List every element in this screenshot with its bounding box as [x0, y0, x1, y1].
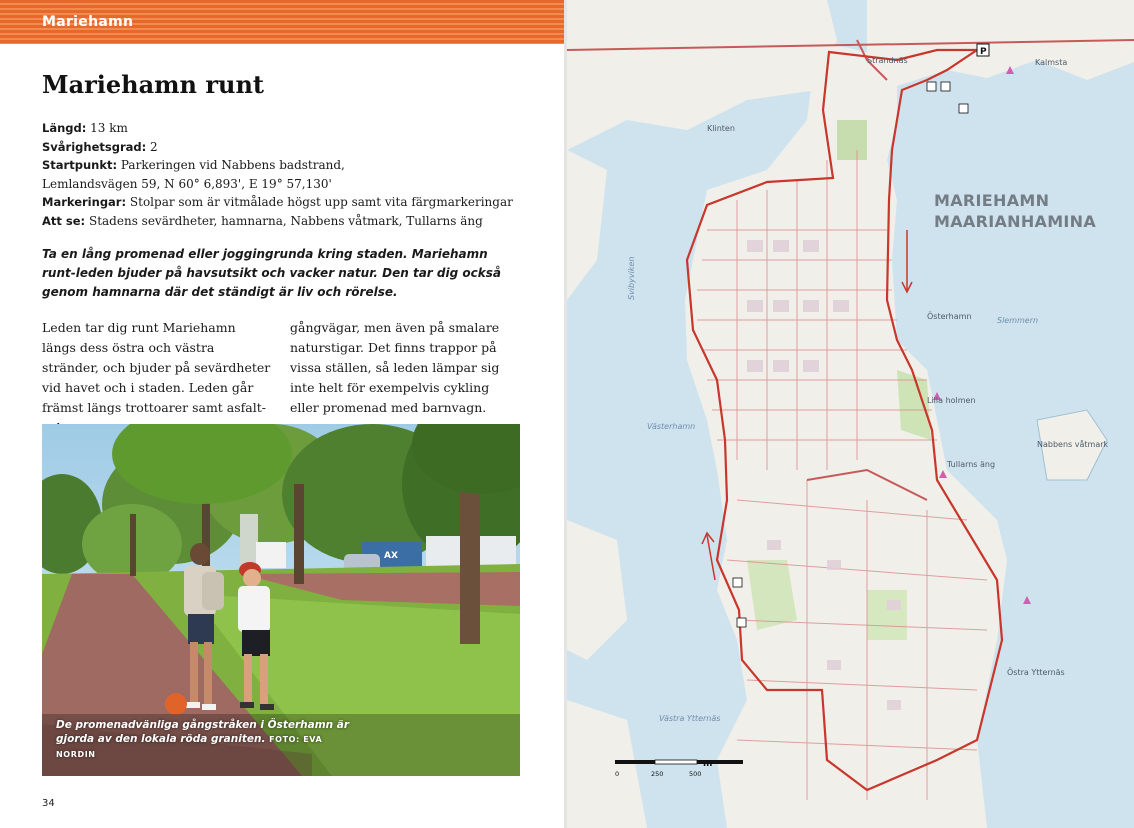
- body-column-2: gångvägar, men även på smalare naturstigar. Det finns trappor på vissa ställen, så leden lämpar sig inte helt för exempelvis cykling eller promenad med barnvagn.: [290, 320, 500, 415]
- map-label-vasterhamn: Västerhamn: [647, 422, 696, 431]
- fact-start: [42, 156, 522, 175]
- map-label-osterhamn: Österhamn: [927, 312, 972, 321]
- page-title: Mariehamn runt: [42, 70, 264, 99]
- map-label-kalmsta: Kalmsta: [1035, 58, 1068, 67]
- fact-sights-key: Att se:: [42, 213, 86, 228]
- scale-bar: [615, 758, 755, 780]
- map-label-lilla-holmen: Lilla holmen: [927, 396, 976, 405]
- fact-length: [42, 119, 522, 138]
- map-label-slemmern: Slemmern: [997, 316, 1039, 325]
- fact-start-line-2: [42, 175, 522, 194]
- fact-start-key: Startpunkt:: [42, 158, 118, 172]
- scale-unit: m: [703, 759, 713, 769]
- map-title: [934, 190, 1096, 232]
- map-label-nabbens: Nabbens våtmark: [1037, 440, 1109, 449]
- scale-tick-500: 500: [689, 770, 702, 778]
- map-label-svibyviken: Svibyviken: [627, 256, 636, 300]
- intro-paragraph: Ta en lång promenad eller joggingrunda kring staden. Mariehamn runt-leden bjuder på havsutsikt och vacker natur. Den tar dig också genom hamnarna där det ständigt är liv och rörelse.: [42, 247, 501, 299]
- parking-symbol: P: [980, 47, 987, 57]
- map-label-tullarn: Tullarns äng: [947, 460, 996, 469]
- scale-tick-250: 250: [651, 770, 664, 778]
- fact-difficulty: [42, 138, 522, 157]
- photo-sign-text: AX: [384, 551, 398, 561]
- map-label-ostra-ytternas: Östra Ytternäs: [1007, 668, 1065, 677]
- map-label-klinten: Klinten: [707, 124, 735, 133]
- page-number: 34: [42, 798, 55, 809]
- walkway-photo: [42, 424, 520, 776]
- chapter-label: Mariehamn: [42, 14, 134, 30]
- fact-start-value-1: Parkeringen vid Nabbens badstrand,: [120, 158, 345, 172]
- photo-credit: FOTO: EVA NORDIN: [56, 735, 323, 759]
- fact-length-value: 13 km: [90, 121, 128, 135]
- football: [165, 693, 187, 715]
- map-label-strandnas: Strandnäs: [867, 56, 908, 65]
- fact-markings-key: Markeringar:: [42, 195, 127, 209]
- photo-caption: [56, 718, 356, 762]
- map-title-line-2: MAARIANHAMINA: [934, 212, 1097, 231]
- scale-tick-0: 0: [615, 770, 620, 778]
- fact-difficulty-key: Svårighetsgrad:: [42, 139, 147, 154]
- map-illustration: [567, 0, 1134, 828]
- fact-markings-value: Stolpar som är vitmålade högst upp samt vita färgmarkeringar: [129, 195, 513, 209]
- left-page: [0, 0, 564, 828]
- body-column-1: Leden tar dig runt Mariehamn längs dess östra och västra stränder, och bjuder på sevärdheter vid havet och i staden. Leden går främst längs trottoarer samt asfalt-: [42, 320, 271, 415]
- route-map: [567, 0, 1134, 828]
- fact-sights: [42, 212, 522, 231]
- chapter-header-band: [0, 0, 564, 44]
- fact-start-value-2: Lemlandsvägen 59, N 60° 6,893', E 19° 57,130': [42, 176, 332, 191]
- map-label-vastra-ytternas: Västra Ytternäs: [659, 714, 721, 723]
- fact-sights-value: Stadens sevärdheter, hamnarna, Nabbens våtmark, Tullarns äng: [88, 213, 483, 228]
- fact-markings: [42, 193, 522, 212]
- route-facts: [42, 119, 522, 230]
- photo-caption-text: De promenadvänliga gångstråken i Österhamn är gjorda av den lokala röda graniten.: [56, 719, 350, 745]
- map-title-line-1: MARIEHAMN: [934, 191, 1050, 210]
- fact-difficulty-value: 2: [150, 139, 158, 154]
- fact-length-key: Längd:: [42, 121, 87, 135]
